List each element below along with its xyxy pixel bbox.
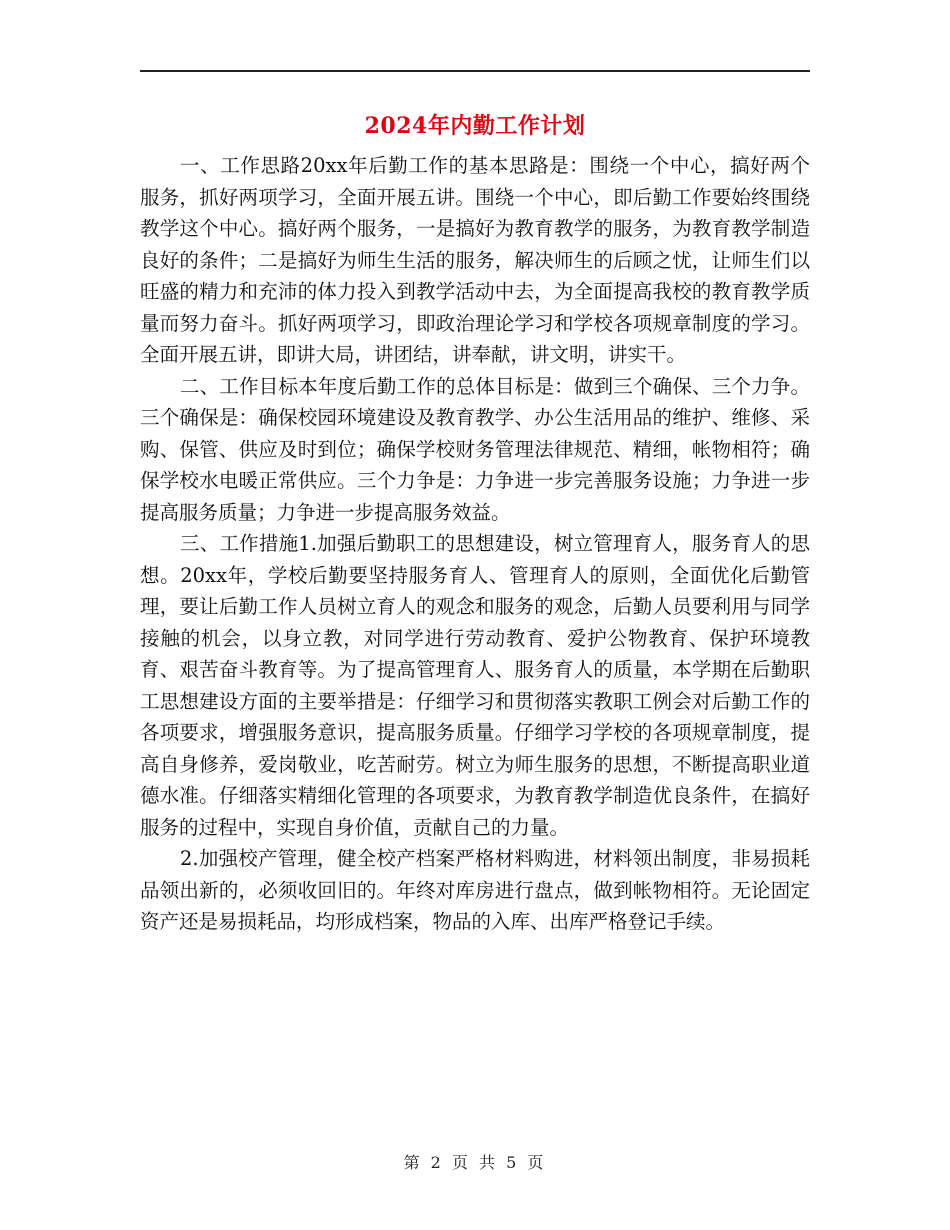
document-body: [140, 150, 810, 938]
paragraph-work-approach: 一、工作思路20xx年后勤工作的基本思路是：围绕一个中心，搞好两个服务，抓好两项学习，全面开展五讲。围绕一个中心，即后勤工作要始终围绕教学这个中心。搞好两个服务，一是搞好为教育教学的服务，为教育教学制造良好的条件；二是搞好为师生生活的服务，解决师生的后顾之忧，让师生们以旺盛的精力和充沛的体力投入到教学活动中去，为全面提高我校的教育教学质量而努力奋斗。抓好两项学习，即政治理论学习和学校各项规章制度的学习。全面开展五讲，即讲大局，讲团结，讲奉献，讲文明，讲实干。: [140, 154, 810, 366]
paragraph-work-goals: 二、工作目标本年度后勤工作的总体目标是：做到三个确保、三个力争。三个确保是：确保校园环境建设及教育教学、办公生活用品的维护、维修、采购、保管、供应及时到位；确保学校财务管理法律规范、精细，帐物相符；确保学校水电暖正常供应。三个力争是：力争进一步完善服务设施；力争进一步提高服务质量；力争进一步提高服务效益。: [140, 374, 810, 524]
paragraph-work-measures: 三、工作措施1.加强后勤职工的思想建设，树立管理育人，服务育人的思想。20xx年，学校后勤要坚持服务育人、管理育人的原则，全面优化后勤管理，要让后勤工作人员树立育人的观念和服务的观念，后勤人员要利用与同学接触的机会，以身立教，对同学进行劳动教育、爱护公物教育、保护环境教育、艰苦奋斗教育等。为了提高管理育人、服务育人的质量，本学期在后勤职工思想建设方面的主要举措是：仔细学习和贯彻落实教职工例会对后勤工作的各项要求，增强服务意识，提高服务质量。仔细学习学校的各项规章制度，提高自身修养，爱岗敬业，吃苦耐劳。树立为师生服务的思想，不断提高职业道德水准。仔细落实精细化管理的各项要求，为教育教学制造优良条件，在搞好服务的过程中，实现自身价值，贡献自己的力量。: [140, 532, 810, 839]
header-rule: [140, 70, 810, 72]
paragraph-asset-management: 2.加强校产管理，健全校产档案严格材料购进，材料领出制度，非易损耗品领出新的，必须收回旧的。年终对库房进行盘点，做到帐物相符。无论固定资产还是易损耗品，均形成档案，物品的入库、出库严格登记手续。: [140, 847, 810, 933]
document-title: 2024年内勤工作计划: [364, 113, 586, 139]
page-number: 第 2 页 共 5 页: [403, 1153, 547, 1172]
